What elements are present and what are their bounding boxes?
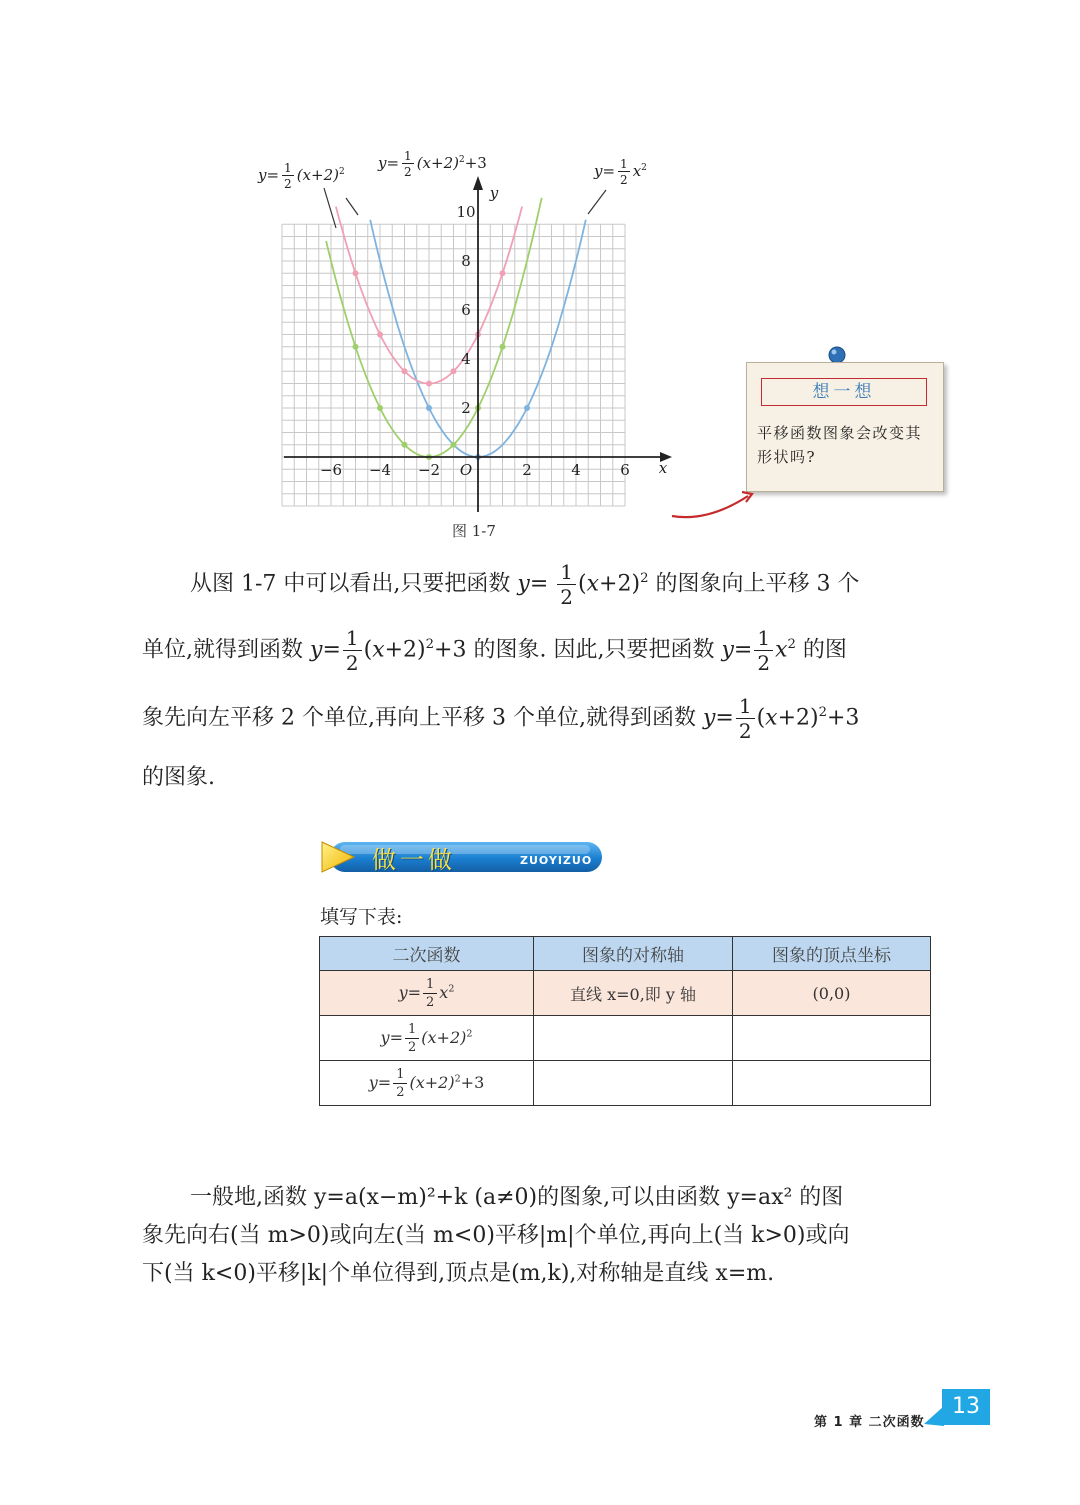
table-cell-function: y= $\frac{1}{2}$ $(x+2)^2$ [320, 1016, 534, 1061]
data-point [500, 270, 506, 276]
label-leader [346, 198, 358, 215]
table-cell-function: y= $\frac{1}{2}$ $x^2$ [320, 971, 534, 1016]
summary-line-3: 下(当 k<0)平移|k|个单位得到,顶点是(m,k),对称轴是直线 x=m. [142, 1261, 775, 1286]
table-cell-axis: 直线 x=0,即 y 轴 [534, 971, 733, 1016]
page-number: 13 [942, 1389, 990, 1425]
table-cell-axis[interactable] [534, 1061, 733, 1106]
label-eq-shifted-up: y= $\frac{1}{2}$ $(x+2)^2+3$ [378, 149, 487, 179]
table-header: 图象的对称轴 [534, 937, 733, 971]
banner-title: 做一做 [372, 846, 456, 874]
banner-subtitle: ZUOYIZUO [520, 854, 593, 867]
table-header: 图象的顶点坐标 [733, 937, 931, 971]
table-row [320, 1061, 931, 1106]
table-cell-vertex[interactable] [733, 1061, 931, 1106]
label-eq-shifted-left: y= $\frac{1}{2}$ $(x+2)^2$ [258, 161, 345, 191]
data-point [451, 368, 457, 374]
think-body: 平移函数图象会改变其形状吗? [757, 424, 923, 466]
chapter-footer: 第 1 章 二次函数 [814, 1415, 925, 1430]
x-tick-label: 6 [620, 461, 630, 479]
data-point [353, 270, 359, 276]
summary-line-2: 象先向右(当 m>0)或向左(当 m<0)平移|m|个单位,再向上(当 k>0)或向 [142, 1223, 850, 1248]
table-row [320, 971, 931, 1016]
data-point [426, 405, 432, 411]
y-tick-label: 10 [456, 203, 476, 221]
data-point [377, 332, 383, 338]
y-tick-label: 6 [461, 301, 471, 319]
label-leader [588, 190, 606, 214]
y-axis-arrow-icon [473, 176, 483, 190]
x-tick-label: −4 [368, 461, 392, 479]
table-cell-vertex: (0,0) [733, 971, 931, 1016]
data-point [353, 344, 359, 350]
function-table [319, 936, 931, 1106]
fill-table-instruction: 填写下表: [320, 906, 403, 928]
paragraph-line-3: 象先向左平移 2 个单位,再向上平移 3 个单位,就得到函数 y= $\frac{1}{2}$ $(x+2)^2+3$ [142, 694, 860, 743]
think-note [746, 362, 944, 492]
y-axis-label: y [489, 184, 499, 202]
data-point [524, 405, 530, 411]
table-row [320, 1016, 931, 1061]
table-cell-vertex[interactable] [733, 1016, 931, 1061]
x-tick-label: −2 [417, 461, 441, 479]
label-leader [324, 188, 336, 228]
think-title: 想一想 [761, 378, 927, 406]
table-header: 二次函数 [320, 937, 534, 971]
x-tick-label: −6 [319, 461, 343, 479]
x-tick-label: 2 [522, 461, 532, 479]
data-point [402, 368, 408, 374]
paragraph-line-1: 从图 1-7 中可以看出,只要把函数 y= $\frac{1}{2}$ $(x+2)^2$ 的图象向上平移 3 个 [190, 560, 860, 609]
paragraph-line-2: 单位,就得到函数 y= $\frac{1}{2}$ $(x+2)^2+3$ 的图象. 因此,只要把函数 y= $\frac{1}{2}$ $x^2$ 的图 [142, 626, 847, 675]
data-point [451, 442, 457, 448]
label-eq-base: y= $\frac{1}{2}$ $x^2$ [594, 157, 647, 187]
data-point [377, 405, 383, 411]
curved-arrow-icon [668, 486, 758, 526]
y-tick-label: 2 [461, 399, 471, 417]
y-tick-label: 4 [461, 350, 471, 368]
parabola-graph [240, 140, 680, 520]
x-axis-label: x [658, 459, 668, 477]
table-cell-function: y= $\frac{1}{2}$ $(x+2)^2+3$ [320, 1061, 534, 1106]
y-tick-label: 8 [461, 252, 471, 270]
x-tick-label: 4 [571, 461, 581, 479]
data-point [500, 344, 506, 350]
origin-label: O [459, 461, 473, 479]
table-cell-axis[interactable] [534, 1016, 733, 1061]
paragraph-line-4: 的图象. [142, 765, 215, 790]
data-point [426, 381, 432, 387]
data-point [402, 442, 408, 448]
figure-caption: 图 1-7 [452, 522, 496, 540]
page-tab-icon [924, 1400, 944, 1426]
summary-line-1: 一般地,函数 y=a(x−m)²+k (a≠0)的图象,可以由函数 y=ax² 的图 [190, 1185, 844, 1210]
